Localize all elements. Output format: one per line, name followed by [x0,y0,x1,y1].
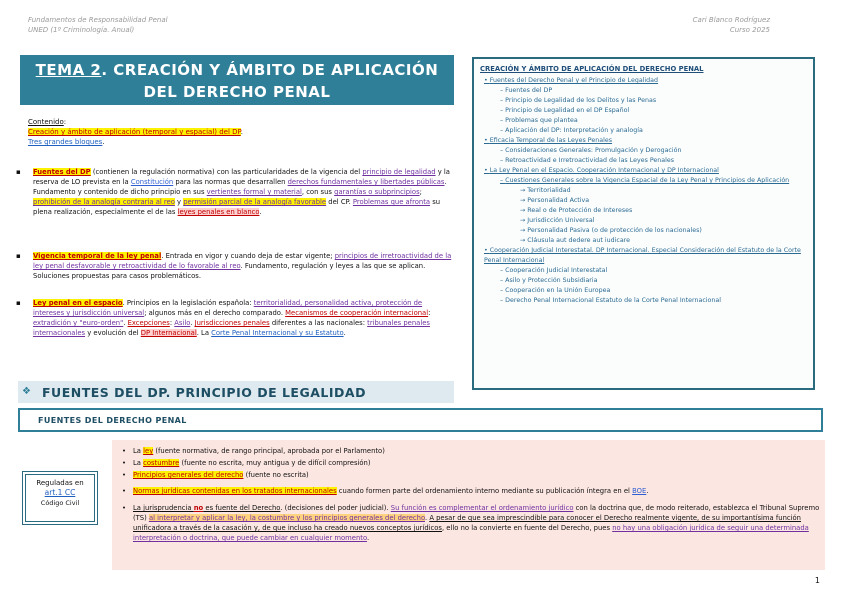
toc-item[interactable]: → Territorialidad [480,186,807,196]
toc-item[interactable]: – Cooperación Judicial Interestatal [480,266,807,276]
text: diferentes a las nacionales: [269,319,368,327]
regulated-article-link[interactable]: art.1 CC [44,488,76,497]
toc-item[interactable]: → Personalidad Activa [480,196,807,206]
source-treaties: Normas jurídicas contenidas en los tratados internacionales [133,487,337,495]
text: : [428,309,431,317]
source-principles: Principios generales del derecho [133,471,244,479]
contenido-colon: : [63,118,67,126]
u7: permisión parcial de la analogía favorable [183,198,327,206]
bullet-vigencia-heading: Vigencia temporal de la ley penal [33,252,162,260]
toc-item[interactable]: – Principio de Legalidad de los Delitos y las Penas [480,96,807,106]
text: su plena realización, especialmente el de las [33,198,441,216]
text: no [193,504,204,512]
toc-item[interactable]: – Principio de Legalidad en el DP Español [480,106,807,116]
text: . [646,487,649,495]
header-author: Cari Blanco Rodríguez [692,16,770,24]
list-item [133,470,821,480]
toc-item[interactable]: → Cláusula aut dedere aut iudicare [480,236,807,246]
header-course: Fundamentos de Responsabilidad Penal [28,16,168,24]
text: al interpretar y aplicar la ley, la costumbre y los principios generales del derecho [148,514,425,522]
u8: Problemas que afronta [352,198,431,206]
text: del CP. [326,198,353,206]
text: . [424,514,430,522]
text: para las normas que desarrallen [173,178,288,186]
text: . [259,208,262,216]
subsection-heading [18,408,823,432]
toc-item[interactable]: • Fuentes del Derecho Penal y el Principio de Legalidad [480,76,807,86]
u6: Jurisdicciones penales [194,319,270,327]
toc-item[interactable]: → Real o de Protección de Intereses [480,206,807,216]
text: La jurisprudencia [133,504,194,512]
section-heading [18,381,454,403]
u4: vertientes formal y material [206,188,302,196]
list-item [133,458,821,468]
u3: derechos fundamentales y libertades públicas [287,178,445,186]
toc-item[interactable]: – Cooperación en la Unión Europea [480,286,807,296]
u9: Corte Penal Internacional y su Estatuto [211,329,344,337]
text: y evolución del [85,329,141,337]
document-header-right [693,15,770,35]
text: . [367,534,370,542]
page-number: 1 [814,576,820,585]
table-of-contents [472,57,815,390]
source-custom: costumbre [143,459,180,467]
text: . [123,319,128,327]
u3: extradición y "euro-orden" [33,319,124,327]
text: . [190,319,195,327]
text: Su función es complementar el ordenamiento jurídico [390,504,574,512]
toc-item[interactable]: – Cuestiones Generales sobre la Vigencia Espacial de la Ley Penal y Principios de Aplicación [480,176,807,186]
section-heading-text: FUENTES DEL DP. PRINCIPIO DE LEGALIDAD [42,385,366,400]
toc-item[interactable]: – Asilo y Protección Subsidiaria [480,276,807,286]
u5: garantías o subprincipios [334,188,420,196]
u1: territorialidad, personalidad activa, protección de intereses y jurisdicción universal [33,299,423,317]
header-university: UNED (1º Criminología. Anual) [28,26,135,34]
toc-item[interactable]: • La Ley Penal en el Espacio. Cooperación Internacional y DP Internacional [480,166,807,176]
text: no hay una obligación jurídica de seguir una determinada interpretación o doctrina, que puede cambiar en cualquier momento [133,524,809,542]
diamond-bullet-icon: ❖ [22,386,31,397]
source-law: ley [143,447,154,455]
toc-list [480,76,807,306]
toc-item[interactable]: → Jurisdicción Universal [480,216,807,226]
contenido-line1-end: . [240,128,243,136]
text: cuando formen parte del ordenamiento interno mediante su publicación íntegra en el [336,487,633,495]
title-line2: DEL DERECHO PENAL [143,83,331,101]
text: (fuente normativa, de rango principal, aprobada por el Parlamento) [153,447,385,455]
text: es fuente del Derecho [203,504,281,512]
boe-link[interactable]: BOE [632,487,647,495]
text: La [133,459,144,467]
text: . Fundamento y contenido de dicho principio en sus [33,178,447,196]
text: : [169,319,175,327]
text: . Entrada en vigor y cuando deja de estar vigente; [161,252,335,260]
document-header-left [28,15,168,35]
u1: principio de legalidad [362,168,436,176]
bullet-fuentes [22,167,452,217]
toc-item[interactable]: – Aplicación del DP: Interpretación y analogía [480,126,807,136]
toc-item[interactable]: • Eficacia Temporal de las Leyes Penales [480,136,807,146]
text: , ello no la convierte en fuente del Derecho, pues [441,524,613,532]
u1: principios de irretroactividad de la ley penal desfavorable y retroactividad de lo favorable al reo [33,252,452,270]
regulated-code: Código Civil [40,499,80,507]
text: ; algunos más en el derecho comparado. [144,309,286,317]
u2: Mecanismos de cooperación internacional [285,309,429,317]
u7: tribunales penales internacionales [33,319,430,337]
contenido-link-creation[interactable]: Creación y ámbito de aplicación (temporal y espacial) del DP [28,128,241,136]
toc-item[interactable]: – Derecho Penal Internacional Estatuto de la Corte Penal Internacional [480,296,807,306]
u5: Asilo [174,319,191,327]
list-item [133,486,821,496]
text: . La [196,329,212,337]
text: (fuente no escrita, muy antigua y de difícil compresión) [179,459,371,467]
toc-item[interactable]: – Retroactividad e Irretroactividad de las Leyes Penales [480,156,807,166]
header-year: Curso 2025 [729,26,770,34]
u9: leyes penales en blanco [177,208,260,216]
toc-item[interactable]: → Personalidad Pasiva (o de protección de los nacionales) [480,226,807,236]
text: La [133,447,144,455]
regulated-line1: Reguladas en [36,479,84,487]
bullet-espacio [22,298,452,338]
contenido-label: Contenido [28,118,64,126]
text: ; [419,188,422,196]
contenido-line2-end: . [102,138,105,146]
subsection-heading-text: FUENTES DEL DERECHO PENAL [38,416,187,425]
contenido-link-blocks[interactable]: Tres grandes bloques [28,138,103,146]
text: . Fundamento, regulación y leyes a las que se aplican. Soluciones propuestas para casos problemáticos. [33,262,426,280]
u8: DP Internacional [140,329,197,337]
text: . [343,329,346,337]
u4: Excepciones [127,319,170,327]
text: . Principios en la legislación española: [122,299,254,307]
toc-title: CREACIÓN Y ÁMBITO DE APLICACIÓN DEL DERECHO PENAL [480,65,704,73]
bullet-fuentes-heading: Fuentes del DP [33,168,91,176]
regulated-box [25,474,95,522]
text: y la reserva de LO prevista en la [33,168,450,186]
bullet-vigencia [22,251,452,281]
text: (fuente no escrita) [243,471,309,479]
toc-item[interactable]: – Problemas que plantea [480,116,807,126]
text: , con sus [301,188,335,196]
text: . (decisiones del poder judicial). [280,504,391,512]
u2: Constitución [130,178,174,186]
bullet-espacio-heading: Ley penal en el espacio [33,299,123,307]
title-rest: . CREACIÓN Y ÁMBITO DE APLICACIÓN [101,61,439,79]
toc-item[interactable]: • Cooperación Judicial Interestatal. DP Internacional. Especial Consideración del Estatuto de la Corte Penal Internacional [480,246,807,266]
text: y [174,198,184,206]
text: con la doctrina que, de modo reiterado, establezca el Tribunal Supremo (TS) [133,504,820,522]
toc-item[interactable]: – Fuentes del DP [480,86,807,96]
text: (contienen la regulación normativa) con las particularidades de la vigencia del [90,168,363,176]
list-item [133,446,821,456]
list-item [133,503,821,543]
page-title [20,55,454,105]
title-tema: TEMA 2 [35,61,102,79]
u6: prohibición de la analogía contraria al reo [33,198,175,206]
contenido-block [28,117,448,147]
toc-item[interactable]: – Consideraciones Generales: Promulgación y Derogación [480,146,807,156]
text: A pesar de que sea imprescindible para conocer el Derecho realmente vigente, de su importantísima función unificadora a través de la casación y, de que incluso ha creado nuevos conceptos jurídicos [133,514,801,532]
